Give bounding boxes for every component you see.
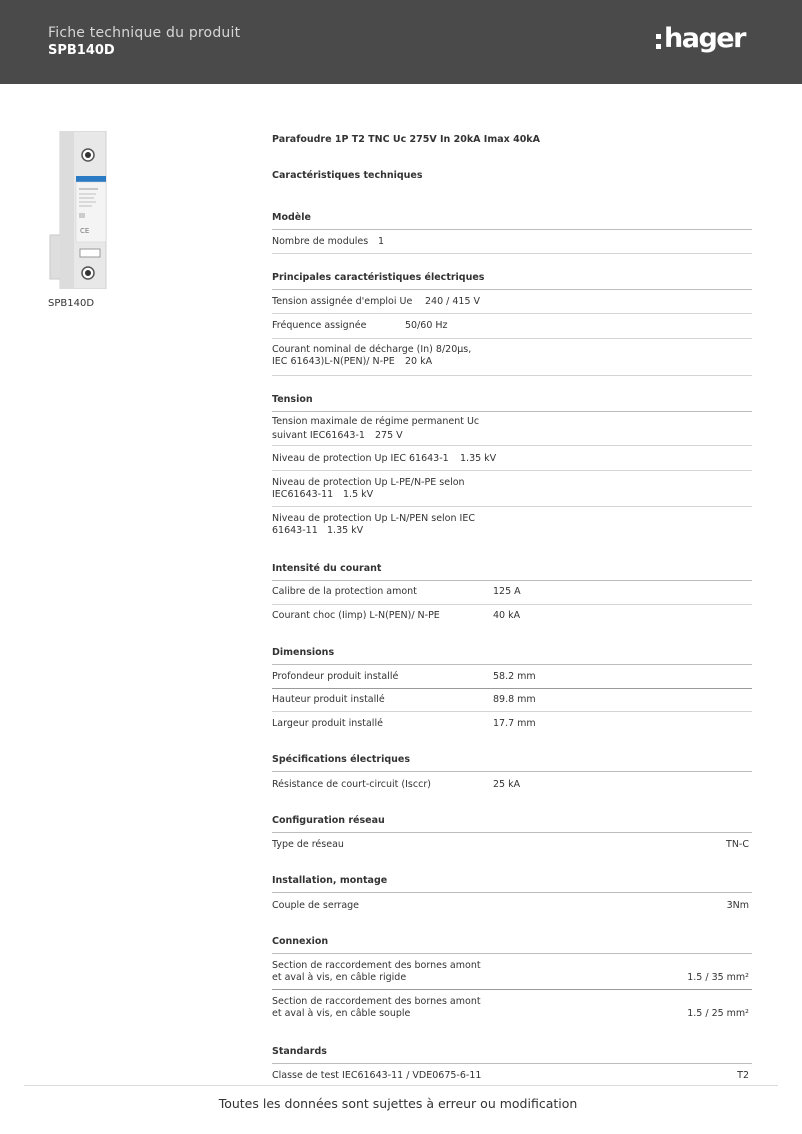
spec-label: Profondeur produit installé — [272, 671, 399, 682]
spec-label: Type de réseau — [272, 839, 344, 850]
spec-label: Hauteur produit installé — [272, 694, 385, 705]
spec-label: Calibre de la protection amont — [272, 586, 417, 597]
spec-row — [272, 586, 752, 605]
spec-value: 1 — [378, 236, 385, 247]
spec-value: 1.5 kV — [343, 489, 374, 500]
spec-value: 58.2 mm — [493, 671, 536, 682]
spec-row — [272, 839, 752, 857]
spec-row — [272, 960, 752, 990]
spec-label: Tension assignée d'emploi Ue — [272, 296, 413, 307]
section-heading-intensite: Intensité du courant — [272, 563, 752, 581]
section-heading-specifications: Spécifications électriques — [272, 754, 752, 772]
section-heading-modele: Modèle — [272, 212, 752, 230]
spec-value: T2 — [737, 1070, 749, 1081]
spec-value: 3Nm — [726, 900, 749, 911]
product-image — [46, 131, 108, 289]
spec-row — [272, 320, 752, 339]
spec-label: et aval à vis, en câble souple — [272, 1008, 411, 1019]
header-subtitle: Fiche technique du produit — [48, 25, 241, 41]
spec-row — [272, 453, 752, 471]
brand-name: hager — [664, 23, 745, 54]
spec-value: 50/60 Hz — [405, 320, 448, 331]
spec-label: IEC61643-11 — [272, 489, 334, 500]
spec-label: suivant IEC61643-1 — [272, 430, 365, 441]
spec-label: Largeur produit installé — [272, 718, 383, 729]
spec-row — [272, 513, 752, 543]
spec-row — [272, 477, 752, 507]
spec-value: 1.35 kV — [327, 525, 364, 536]
spec-row — [272, 416, 752, 446]
spec-label: Classe de test IEC61643-11 / VDE0675-6-11 — [272, 1070, 482, 1081]
spec-label: et aval à vis, en câble rigide — [272, 972, 407, 983]
spec-row — [272, 671, 752, 689]
spec-label: Niveau de protection Up IEC 61643-1 — [272, 453, 449, 464]
section-heading-principales: Principales caractéristiques électriques — [272, 272, 752, 290]
logo-dots-icon — [656, 34, 661, 49]
svg-text:CE: CE — [80, 227, 90, 235]
spec-value: 1.5 / 25 mm² — [687, 1008, 749, 1019]
spec-row — [272, 900, 752, 918]
section-heading-reseau: Configuration réseau — [272, 815, 752, 833]
spec-row — [272, 996, 752, 1026]
spec-value: 20 kA — [405, 356, 433, 367]
characteristics-title: Caractéristiques techniques — [272, 170, 423, 181]
spec-row — [272, 296, 752, 314]
product-title: Parafoudre 1P T2 TNC Uc 275V In 20kA Imax 40kA — [272, 134, 540, 145]
spec-row — [272, 1070, 752, 1084]
spec-row — [272, 779, 752, 797]
section-heading-dimensions: Dimensions — [272, 647, 752, 665]
section-heading-connexion: Connexion — [272, 936, 752, 954]
section-heading-standards: Standards — [272, 1046, 752, 1064]
spec-value: 1.35 kV — [460, 453, 497, 464]
spec-row — [272, 236, 752, 254]
spec-value: 1.5 / 35 mm² — [687, 972, 749, 983]
spec-value: 17.7 mm — [493, 718, 536, 729]
spec-label: Niveau de protection Up L-PE/N-PE selon — [272, 477, 465, 488]
spec-label: 61643-11 — [272, 525, 318, 536]
spec-label: Fréquence assignée — [272, 320, 367, 331]
product-caption: SPB140D — [48, 298, 95, 309]
hager-logo — [656, 24, 745, 54]
spec-row — [272, 610, 752, 628]
spec-value: 40 kA — [493, 610, 521, 621]
spec-row — [272, 718, 752, 736]
spec-value: 25 kA — [493, 779, 521, 790]
section-heading-tension: Tension — [272, 394, 752, 412]
spec-label: Nombre de modules — [272, 236, 369, 247]
spec-value: 240 / 415 V — [425, 296, 481, 307]
spec-label: Niveau de protection Up L-N/PEN selon IEC — [272, 513, 475, 524]
page-header — [0, 0, 802, 84]
spec-label: Tension maximale de régime permanent Uc — [272, 416, 480, 427]
spec-row — [272, 344, 752, 376]
footer-divider — [24, 1085, 778, 1086]
spec-label: Résistance de court-circuit (Isccr) — [272, 779, 431, 790]
spec-row — [272, 694, 752, 712]
spec-label: IEC 61643)L-N(PEN)/ N-PE — [272, 356, 395, 367]
spec-label: Section de raccordement des bornes amont — [272, 960, 481, 971]
spec-label: Courant choc (Iimp) L-N(PEN)/ N-PE — [272, 610, 440, 621]
spec-value: TN-C — [726, 839, 749, 850]
spec-value: 89.8 mm — [493, 694, 536, 705]
section-heading-installation: Installation, montage — [272, 875, 752, 893]
spec-label: Courant nominal de décharge (In) 8/20µs, — [272, 344, 472, 355]
footer-disclaimer: Toutes les données sont sujettes à erreur ou modification — [218, 1096, 578, 1111]
spec-value: 275 V — [375, 430, 403, 441]
header-reference: SPB140D — [48, 43, 115, 58]
spec-label: Section de raccordement des bornes amont — [272, 996, 481, 1007]
spec-label: Couple de serrage — [272, 900, 360, 911]
spec-value: 125 A — [493, 586, 521, 597]
